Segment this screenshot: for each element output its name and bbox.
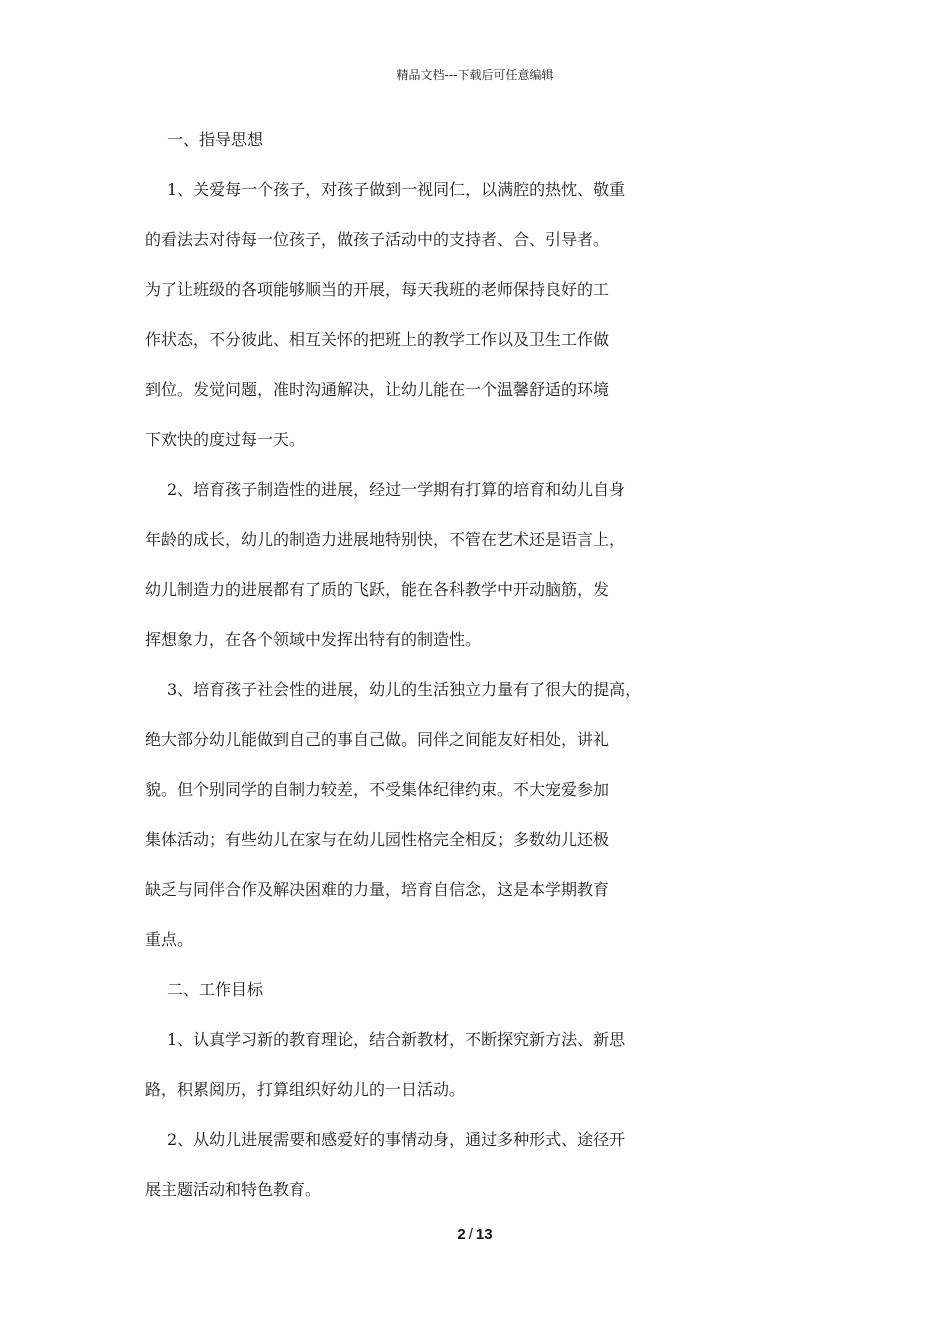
text-line: 2、从幼儿进展需要和感爱好的事情动身，通过多种形式、途径开 bbox=[167, 1130, 626, 1149]
text-line: 挥想象力，在各个领域中发挥出特有的制造性。 bbox=[145, 630, 482, 649]
text-line: 到位。发觉问题，准时沟通解决，让幼儿能在一个温馨舒适的环境 bbox=[145, 380, 610, 399]
current-page-number: 2 bbox=[457, 1226, 466, 1243]
text-line: 的看法去对待每一位孩子，做孩子活动中的支持者、合、引导者。 bbox=[145, 230, 610, 249]
text-line: 1、认真学习新的教育理论，结合新教材，不断探究新方法、新思 bbox=[167, 1030, 626, 1049]
text-line: 一、指导思想 bbox=[167, 130, 264, 149]
goal-paragraph-2 bbox=[145, 1127, 809, 1227]
text-line: 3、培育孩子社会性的进展，幼儿的生活独立力量有了很大的提高， bbox=[167, 680, 642, 699]
text-line: 路，积累阅历，打算组织好幼儿的一日活动。 bbox=[145, 1080, 466, 1099]
text-line: 二、工作目标 bbox=[167, 980, 264, 999]
total-pages-number: 13 bbox=[475, 1226, 493, 1243]
goal-paragraph-1 bbox=[145, 1027, 809, 1127]
page-separator: / bbox=[468, 1226, 473, 1243]
text-line: 幼儿制造力的进展都有了质的飞跃，能在各科教学中开动脑筋，发 bbox=[145, 580, 610, 599]
text-line: 展主题活动和特色教育。 bbox=[145, 1180, 322, 1199]
text-line: 1、关爱每一个孩子，对孩子做到一视同仁，以满腔的热忱、敬重 bbox=[167, 180, 626, 199]
document-body bbox=[145, 127, 809, 1227]
text-line: 集体活动；有些幼儿在家与在幼儿园性格完全相反；多数幼儿还极 bbox=[145, 830, 610, 849]
text-line: 下欢快的度过每一天。 bbox=[145, 430, 306, 449]
text-line: 绝大部分幼儿能做到自己的事自己做。同伴之间能友好相处，讲礼 bbox=[145, 730, 610, 749]
text-line: 为了让班级的各项能够顺当的开展，每天我班的老师保持良好的工 bbox=[145, 280, 610, 299]
page-number bbox=[0, 1226, 950, 1243]
text-line: 貌。但个别同学的自制力较差，不受集体纪律约束。不大宠爱参加 bbox=[145, 780, 610, 799]
text-line: 年龄的成长，幼儿的制造力进展地特别快，不管在艺术还是语言上， bbox=[145, 530, 626, 549]
section-heading-guiding-thought bbox=[145, 127, 809, 177]
text-line: 作状态，不分彼此、相互关怀的把班上的教学工作以及卫生工作做 bbox=[145, 330, 610, 349]
text-line: 2、培育孩子制造性的进展，经过一学期有打算的培育和幼儿自身 bbox=[167, 480, 626, 499]
paragraph-2 bbox=[145, 477, 809, 677]
page-header: 精品文档---下载后可任意编辑 bbox=[396, 68, 554, 82]
text-line: 缺乏与同伴合作及解决困难的力量，培育自信念，这是本学期教育 bbox=[145, 880, 610, 899]
section-heading-work-goals bbox=[145, 977, 809, 1027]
text-line: 重点。 bbox=[145, 930, 194, 949]
paragraph-1 bbox=[145, 177, 809, 477]
paragraph-3 bbox=[145, 677, 809, 977]
